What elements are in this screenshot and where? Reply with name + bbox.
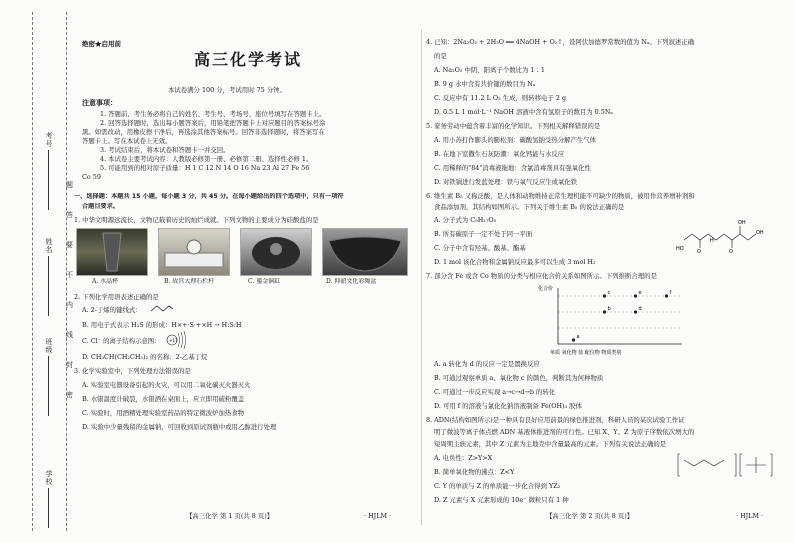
q2-stem: 2. 下列化学用语表述正确的是 [74, 293, 159, 301]
seal-char: 要 [66, 241, 73, 249]
svg-text:HO: HO [676, 246, 684, 252]
gilded-bronze-vat-image [240, 228, 312, 276]
pottery-basin-icon [323, 229, 407, 275]
chart-point-label: f [669, 290, 672, 296]
footer-code: · HJLM · [736, 512, 764, 520]
chart-point-b [603, 310, 606, 313]
class-label: 班级 [45, 338, 53, 354]
q6-option-d: D. 1 mol 该化合物和金属钠反应最多可以生成 3 mol H₂ [434, 258, 596, 266]
q5-option-c: C. 用稀释的"84"消毒液拖地：含氯消毒剂具有强氧化性 [434, 164, 591, 172]
note-line: 2. 回答选择题时，选出每小题答案后，用铅笔把答题卡上对应题目的答案标号涂 [100, 119, 326, 127]
q4-stem-cont: 的是 [434, 52, 447, 60]
name-label: 姓名 [45, 238, 53, 254]
q5-option-d: D. 对铁锅进行发蓝处理：铁与氧气反应生成氧化铁 [434, 178, 578, 186]
bronze-vat-icon [241, 229, 311, 275]
seal-char: 题 [66, 181, 73, 189]
school-label: 学校 [45, 470, 53, 486]
binding-margin [0, 0, 73, 543]
q4-option-b: B. 9 g 水中含有共价键的数目为 Nₐ [434, 80, 536, 88]
q2-option-c: C. Cl⁻ 的离子结构示意图： [82, 337, 161, 345]
q1-stem: 1. 中华文明源远流长，文物记载着历史的灿烂成就。下列文物的主要成分为硅酸盐的是 [74, 216, 319, 224]
q7-stem: 7. 部分含 Fe 或含 Co 物质的分类与相应化合价关系如图所示。下列推断合理的是 [426, 272, 657, 280]
score-info: 本试卷满分 100 分，考试用时 75 分钟。 [168, 86, 286, 94]
chart-point-d [634, 310, 637, 313]
q8-stem: 8. ADN(结构如图所示)是一种具有良好应用前景的绿色推进剂，科研人员的某次试验工作证 [426, 416, 685, 424]
q1-option-c: C. 鎏金铜缸 [248, 278, 281, 285]
q7-option-c: C. 可通过一步反应实现 a→c→d→b 的转化 [434, 388, 556, 396]
crystal-cup-icon [77, 229, 147, 275]
note-line: 1. 答题前，考生务必将自己的姓名、考生号、考场号、座位号填写在答题卡上。 [100, 110, 326, 118]
chloride-ion-structure-diagram [166, 330, 188, 350]
q2-option-d: D. CH₃CH(CH₂CH₃)₂ 的名称：2-乙基丁烷 [82, 353, 208, 361]
marble-railing-image [158, 228, 230, 276]
q5-option-a: A. 用小苏打作膨头的膨松剂：碳酸氢钠受热分解产生气体 [434, 136, 597, 144]
q8-option-d: D. Z 元素与 X 元素形成的 10e⁻ 微粒只有 1 种 [434, 496, 569, 504]
chart-point-label: c [607, 290, 611, 296]
seal-char: 线 [66, 331, 73, 339]
note-line: 5. 可能用到的相对原子质量：H 1 C 12 N 14 O 16 Na 23 Al 27 Fe 56 [100, 164, 310, 172]
secret-tag: 绝密★启用前 [82, 40, 121, 48]
q3-option-a: A. 实验室电器设备引起的火灾，可以用二氧化碳灭火器灭火 [82, 381, 251, 389]
painted-pottery-basin-image [322, 228, 408, 276]
q4-option-c: C. 反应中有 11.2 L O₂ 生成，则转移电子 2 g [434, 94, 567, 102]
q6-stem: 6. 维生素 B₅ 又称泛酸，是人体和动物维持正常生理机能不可缺少的物质，被用作营养增补剂和 [426, 192, 695, 200]
chart-point-e [634, 294, 637, 297]
note-line: Co 59 [82, 173, 101, 181]
adn-structure [676, 450, 776, 480]
seal-char: 不 [66, 271, 73, 279]
q1-option-b: B. 故宫大理石栏杆 [164, 278, 215, 285]
exam-no-blank [48, 150, 49, 210]
notes-title: 注意事项： [82, 99, 117, 107]
q8-stem-cont: 明了微波等离子体点燃 ADN 基液体推进剂的可行性。已知 X、Y、Z 为原子序数依次增大的 [434, 428, 695, 436]
valence-chart-svg [536, 282, 686, 358]
page-footer: 【高三化学 第 2 页(共 8 页)】 [546, 512, 634, 520]
q4-option-a: A. Na₂O₂ 中阴、阳离子个数比为 1∶1 [434, 66, 545, 74]
cut-line [32, 12, 33, 531]
note-line: 黑。如需改动，用橡皮擦干净后，再选涂其他答案标号。回答非选择题时，将答案写在 [82, 128, 325, 136]
q7-option-d: D. 可用 f 的溶液与氯化化钠溶液制备 Fe(OH)₃ 胶体 [434, 402, 582, 410]
svg-text:O: O [729, 249, 733, 254]
vitamin-b5-structure [676, 214, 776, 254]
svg-text:OH: OH [756, 230, 764, 236]
svg-text:O: O [697, 249, 701, 254]
q3-option-b: B. 水银温度计破裂，水银洒在桌面上，应立即用硫粉覆盖 [82, 395, 245, 403]
marble-railing-icon [159, 229, 229, 275]
q1-option-a: A. 水晶杯 [92, 278, 119, 285]
class-blank [48, 356, 49, 416]
q4-stem: 4. 已知：2Na₂O₂ + 2H₂O ══ 4NaOH + O₂↑，设阿伏加德罗常数的值为 Nₐ。下列叙述正确 [426, 38, 695, 46]
chart-point-label: a [576, 334, 580, 340]
column-divider [421, 30, 422, 525]
valence-chart [536, 282, 686, 358]
chart-point-label: e [638, 290, 642, 296]
exam-title: 高三化学考试 [193, 50, 302, 69]
chart-point-f [665, 294, 668, 297]
right-column [426, 0, 782, 543]
q6-option-a: A. 分子式为 C₉H₁₇O₅ [434, 216, 497, 224]
q7-option-b: B. 可通过观察单质 a、氧化物 c 的颜色，判断其为何种物质 [434, 374, 604, 382]
page-footer: 【高三化学 第 1 页(共 8 页)】 [186, 512, 274, 520]
q3-option-d: D. 实验中少量残留的金属钠，可回收到原试剂瓶中或用乙醇进行处理 [82, 423, 277, 431]
section-heading: 一、选择题：本题共 15 小题，每小题 3 分，共 45 分。在每小题给出的四个选项中，只有一项符 [74, 193, 344, 200]
chart-point-c [603, 294, 606, 297]
note-line: 答题卡上。写在本试卷上无效。 [82, 137, 172, 145]
chart-xlabel: 单质 氧化物 盐 配位物 物质类别 [550, 350, 622, 356]
q8-stem-cont2: 短周期主族元素，其中 Z 元素为主地壳中含量最高的元素。下列有关说法正确的是 [434, 440, 667, 448]
butene-skeletal-formula [150, 305, 174, 313]
svg-text:H: H [710, 238, 714, 244]
q2-option-a: A. 2-丁烯的键线式： [82, 306, 142, 314]
exam-no-label: 考号 [45, 132, 53, 148]
q8-option-b: B. 简单氧化物的沸点：Z<Y [434, 468, 515, 476]
note-line: 3. 考试结束后，将本试卷和答题卡一并交回。 [100, 146, 230, 154]
seal-char: 封 [66, 361, 73, 369]
footer-code: · HJLM · [364, 512, 392, 520]
q1-option-d: D. 仰韶文化彩陶盆 [326, 278, 377, 285]
q7-option-a: A. a 转化为 d 的反应一定是置换反应 [434, 360, 540, 368]
chart-ylabel: 化合价 [538, 286, 554, 292]
q6-option-c: C. 分子中含有羟基、酸基、酯基 [434, 244, 526, 252]
q3-stem: 3. 化学实验室中，下列处理方法错误的是 [74, 367, 191, 375]
seal-char: 内 [66, 301, 73, 309]
crystal-cup-image [76, 228, 148, 276]
note-line: 4. 本试卷主要考试内容：人教版必修第一册、必修第二册、选择性必修 1。 [100, 155, 313, 163]
section-heading-cont: 合题目要求。 [82, 203, 120, 210]
chart-point-label: d [638, 306, 642, 312]
q2-option-b: B. 用电子式表示 H₂S 的形成：H×+·S·+×H → H:S:H [82, 321, 242, 329]
chart-point-a [572, 338, 575, 341]
svg-text:+17: +17 [169, 338, 178, 343]
chart-point-label: b [607, 306, 611, 312]
q8-option-a: A. 电负性：Z>Y>X [434, 454, 493, 462]
q6-stem-cont: 食品添加剂，其结构如图所示。下列关于维生素 B₅ 的说法正确的是 [434, 203, 625, 211]
left-column [74, 0, 418, 543]
q6-option-b: B. 所有碳原子一定不处于同一平面 [434, 230, 533, 238]
q5-option-b: B. 在地下室撒生石灰防潮：氧化钙能与水反应 [434, 150, 565, 158]
q8-option-c: C. Y 的单质与 Z 的单质能一步化合得到 YZ₂ [434, 482, 561, 490]
seal-char: 密 [66, 391, 73, 399]
name-blank [48, 256, 49, 316]
seal-char: 答 [66, 211, 73, 219]
svg-text:OH: OH [738, 220, 746, 226]
q5-stem: 5. 家务劳动中蕴含着丰富的化学知识。下列相关解释错误的是 [426, 122, 601, 130]
school-blank [48, 488, 49, 528]
q3-option-c: C. 实验时，用酒精处理实验室药品的特定微波炉加热食物 [82, 409, 245, 417]
q4-option-d: D. 0.5 L 1 mol·L⁻¹ NaOH 溶液中含有氢原子的数目为 0.5Nₐ [434, 108, 613, 116]
